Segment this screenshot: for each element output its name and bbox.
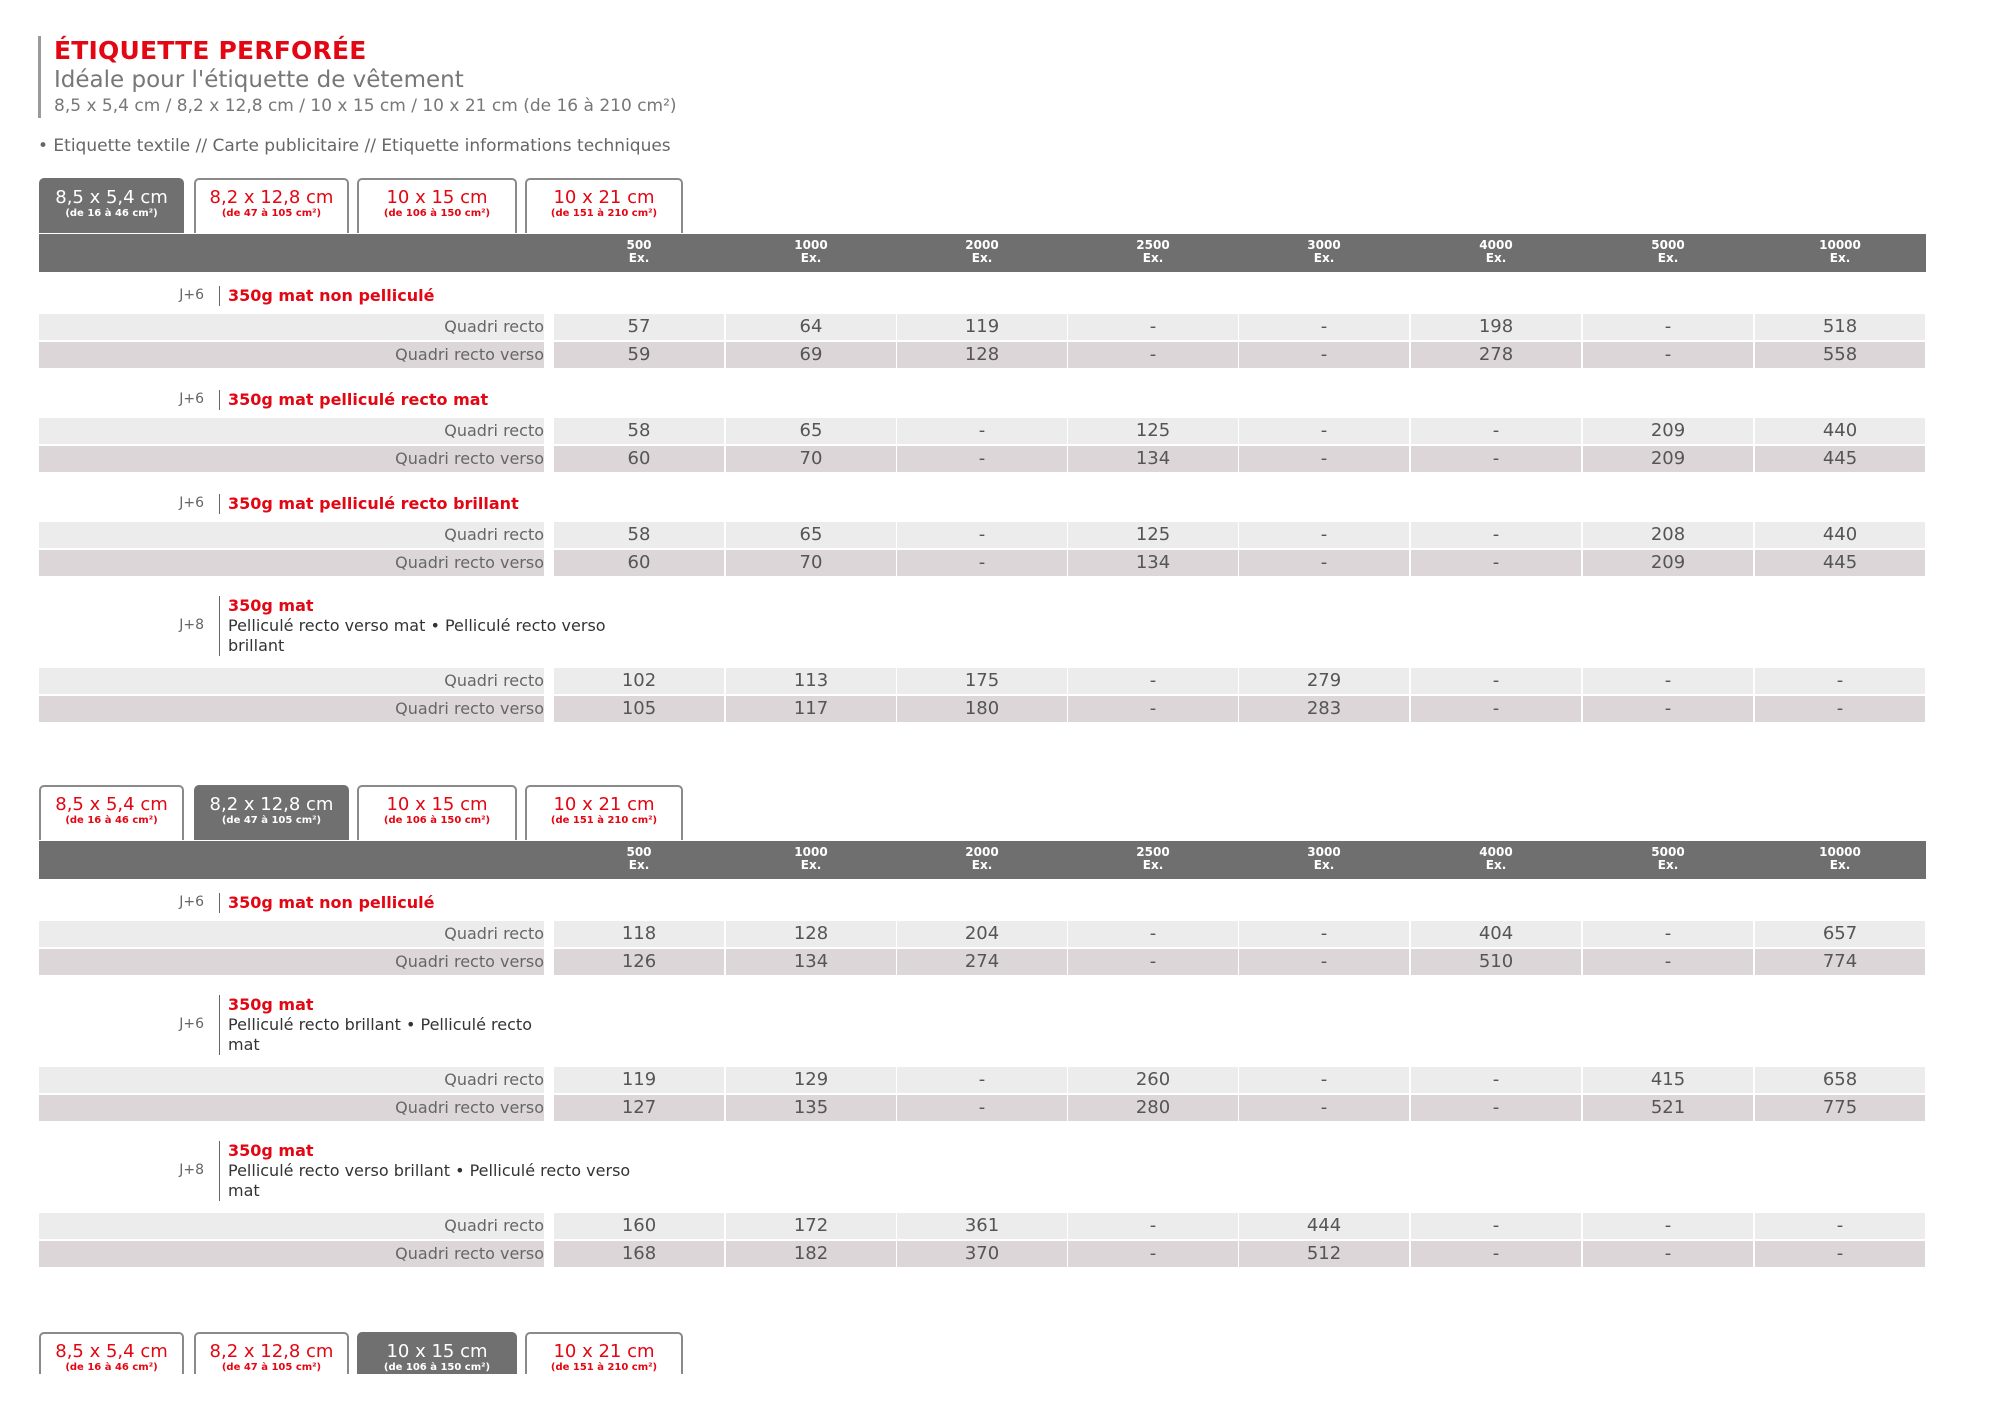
print-option-label: Quadri recto verso: [39, 1241, 544, 1267]
price-cell: 129: [726, 1067, 896, 1093]
table-row: [39, 696, 1926, 722]
quantity-unit: Ex.: [1485, 858, 1507, 872]
tab-sublabel: (de 16 à 46 cm²): [65, 208, 158, 219]
table-row: [39, 1095, 1926, 1121]
paper-option-finish: mat: [228, 1035, 260, 1054]
price-cell: -: [1239, 921, 1409, 947]
quantity-header: [39, 234, 1926, 272]
paper-option: [39, 480, 1926, 522]
table-row: [39, 446, 1926, 472]
price-cell: -: [1239, 418, 1409, 444]
price-cell: -: [1755, 696, 1925, 722]
table-row: [39, 522, 1926, 548]
quantity-heading: [897, 846, 1067, 872]
price-cell: -: [1239, 550, 1409, 576]
quantity-heading: [1068, 846, 1238, 872]
paper-option-title: 350g mat non pelliculé: [228, 286, 435, 305]
print-option-label: Quadri recto: [39, 921, 544, 947]
price-cell: 64: [726, 314, 896, 340]
price-cell: 117: [726, 696, 896, 722]
price-cell: 774: [1755, 949, 1925, 975]
quantity-value: 3000: [1307, 238, 1341, 252]
price-cell: 134: [1068, 550, 1238, 576]
quantity-value: 10000: [1819, 238, 1861, 252]
paper-option-label: [219, 596, 606, 656]
price-cell: -: [1583, 668, 1753, 694]
quantity-heading: [1411, 239, 1581, 265]
quantity-value: 500: [626, 238, 652, 252]
price-cell: -: [1583, 949, 1753, 975]
paper-option-title: 350g mat pelliculé recto brillant: [228, 494, 519, 513]
price-cell: 60: [554, 550, 724, 576]
tab-label: 8,2 x 12,8 cm: [209, 794, 334, 815]
quantity-unit: Ex.: [1657, 251, 1679, 265]
table-row: [39, 1241, 1926, 1267]
price-cell: 280: [1068, 1095, 1238, 1121]
price-cell: -: [1239, 949, 1409, 975]
price-cell: -: [897, 522, 1067, 548]
tab-size-2[interactable]: [194, 178, 349, 233]
price-cell: -: [1411, 550, 1581, 576]
quantity-header: [39, 841, 1926, 879]
print-option-label: Quadri recto verso: [39, 446, 544, 472]
quantity-unit: Ex.: [1142, 251, 1164, 265]
tab-sublabel: (de 151 à 210 cm²): [550, 815, 658, 826]
paper-option-label: [219, 1141, 630, 1201]
quantity-value: 4000: [1479, 845, 1513, 859]
paper-option: [39, 272, 1926, 314]
price-cell: 558: [1755, 342, 1925, 368]
price-cell: 65: [726, 418, 896, 444]
price-cell: 58: [554, 522, 724, 548]
price-cell: 445: [1755, 550, 1925, 576]
quantity-value: 5000: [1651, 845, 1685, 859]
price-cell: 182: [726, 1241, 896, 1267]
quantity-value: 3000: [1307, 845, 1341, 859]
price-cell: -: [1411, 1095, 1581, 1121]
size-tabs: [39, 1332, 1926, 1388]
price-section: [39, 178, 1926, 724]
table-row: [39, 550, 1926, 576]
price-cell: 175: [897, 668, 1067, 694]
price-cell: 370: [897, 1241, 1067, 1267]
price-cell: -: [1239, 1067, 1409, 1093]
price-cell: -: [897, 1095, 1067, 1121]
price-cell: 209: [1583, 418, 1753, 444]
tab-label: 8,5 x 5,4 cm: [55, 794, 168, 815]
price-cell: 127: [554, 1095, 724, 1121]
print-option-label: Quadri recto verso: [39, 1095, 544, 1121]
price-cell: -: [1068, 921, 1238, 947]
quantity-heading: [726, 239, 896, 265]
price-cell: -: [1411, 446, 1581, 472]
tab-sublabel: (de 151 à 210 cm²): [550, 1362, 658, 1373]
quantity-unit: Ex.: [971, 251, 993, 265]
tab-sublabel: (de 47 à 105 cm²): [221, 208, 322, 219]
delivery-delay: J+6: [179, 495, 204, 511]
size-range: 8,5 x 5,4 cm / 8,2 x 12,8 cm / 10 x 15 cm / 10 x 21 cm (de 16 à 210 cm²): [54, 96, 677, 116]
print-option-label: Quadri recto: [39, 1213, 544, 1239]
quantity-heading: [726, 846, 896, 872]
paper-option-title: 350g mat pelliculé recto mat: [228, 390, 489, 409]
price-cell: 59: [554, 342, 724, 368]
price-cell: 204: [897, 921, 1067, 947]
tab-size-3[interactable]: [357, 785, 517, 840]
tab-label: 10 x 15 cm: [386, 794, 488, 815]
paper-option-label: [219, 893, 434, 913]
price-cell: 172: [726, 1213, 896, 1239]
price-cell: 283: [1239, 696, 1409, 722]
price-cell: 60: [554, 446, 724, 472]
print-option-label: Quadri recto: [39, 668, 544, 694]
quantity-unit: Ex.: [1313, 858, 1335, 872]
quantity-heading: [1411, 846, 1581, 872]
price-cell: 657: [1755, 921, 1925, 947]
tab-sublabel: (de 47 à 105 cm²): [221, 815, 322, 826]
price-cell: 70: [726, 446, 896, 472]
price-cell: 510: [1411, 949, 1581, 975]
quantity-unit: Ex.: [1485, 251, 1507, 265]
tab-size-4[interactable]: [525, 1332, 683, 1374]
table-row: [39, 418, 1926, 444]
price-cell: 260: [1068, 1067, 1238, 1093]
table-row: [39, 1213, 1926, 1239]
paper-option-finish: mat: [228, 1181, 260, 1200]
tab-sublabel: (de 106 à 150 cm²): [383, 208, 491, 219]
tab-label: 10 x 21 cm: [553, 794, 655, 815]
quantity-value: 5000: [1651, 238, 1685, 252]
price-cell: 65: [726, 522, 896, 548]
quantity-unit: Ex.: [628, 251, 650, 265]
tab-label: 10 x 21 cm: [553, 1341, 655, 1362]
paper-option-label: [219, 995, 532, 1055]
page-subtitle: Idéale pour l'étiquette de vêtement: [54, 67, 464, 93]
price-cell: 445: [1755, 446, 1925, 472]
price-cell: -: [1411, 696, 1581, 722]
price-cell: -: [1068, 1241, 1238, 1267]
tab-size-1[interactable]: [39, 785, 184, 840]
table-row: [39, 314, 1926, 340]
quantity-heading: [554, 239, 724, 265]
quantity-value: 10000: [1819, 845, 1861, 859]
price-cell: 209: [1583, 446, 1753, 472]
table-row: [39, 342, 1926, 368]
price-cell: -: [1068, 696, 1238, 722]
price-cell: -: [1239, 342, 1409, 368]
price-section-partial: [39, 1332, 1926, 1388]
quantity-unit: Ex.: [1313, 251, 1335, 265]
tab-sublabel: (de 151 à 210 cm²): [550, 208, 658, 219]
price-cell: -: [897, 446, 1067, 472]
price-cell: 119: [897, 314, 1067, 340]
price-cell: 113: [726, 668, 896, 694]
quantity-value: 1000: [794, 845, 828, 859]
price-cell: 160: [554, 1213, 724, 1239]
quantity-unit: Ex.: [1829, 251, 1851, 265]
paper-option-finish: Pelliculé recto verso mat • Pelliculé recto verso: [228, 616, 606, 635]
price-cell: -: [1411, 668, 1581, 694]
price-cell: 70: [726, 550, 896, 576]
tab-sublabel: (de 106 à 150 cm²): [383, 815, 491, 826]
quantity-value: 2500: [1136, 238, 1170, 252]
price-cell: 125: [1068, 418, 1238, 444]
quantity-heading: [1583, 846, 1753, 872]
tab-size-1[interactable]: [39, 1332, 184, 1374]
price-cell: 512: [1239, 1241, 1409, 1267]
price-cell: -: [1239, 314, 1409, 340]
tab-size-3[interactable]: [357, 1332, 517, 1374]
quantity-heading: [1068, 239, 1238, 265]
price-cell: -: [1239, 446, 1409, 472]
tab-sublabel: (de 47 à 105 cm²): [221, 1362, 322, 1373]
print-option-label: Quadri recto: [39, 522, 544, 548]
quantity-value: 2000: [965, 845, 999, 859]
price-cell: 279: [1239, 668, 1409, 694]
price-cell: 198: [1411, 314, 1581, 340]
print-option-label: Quadri recto verso: [39, 696, 544, 722]
quantity-unit: Ex.: [800, 858, 822, 872]
price-cell: -: [1068, 314, 1238, 340]
paper-option: [39, 983, 1926, 1067]
tab-sublabel: (de 16 à 46 cm²): [65, 815, 158, 826]
paper-option-label: [219, 390, 488, 410]
price-cell: -: [1068, 1213, 1238, 1239]
quantity-value: 1000: [794, 238, 828, 252]
quantity-heading: [1239, 239, 1409, 265]
paper-option-label: [219, 494, 519, 514]
print-option-label: Quadri recto: [39, 418, 544, 444]
price-cell: -: [1411, 418, 1581, 444]
paper-option-title: 350g mat: [228, 1141, 314, 1160]
tab-label: 10 x 15 cm: [386, 1341, 488, 1362]
tab-label: 8,2 x 12,8 cm: [209, 1341, 334, 1362]
price-cell: -: [1583, 1241, 1753, 1267]
paper-option: [39, 879, 1926, 921]
price-cell: 209: [1583, 550, 1753, 576]
page-header: [38, 36, 677, 118]
price-cell: -: [1583, 1213, 1753, 1239]
price-cell: -: [1068, 668, 1238, 694]
print-option-label: Quadri recto verso: [39, 342, 544, 368]
quantity-heading: [1755, 239, 1925, 265]
price-cell: 415: [1583, 1067, 1753, 1093]
price-cell: -: [1583, 314, 1753, 340]
delivery-delay: J+6: [179, 1016, 204, 1032]
price-cell: 444: [1239, 1213, 1409, 1239]
page-title: ÉTIQUETTE PERFORÉE: [54, 36, 367, 65]
tab-label: 8,5 x 5,4 cm: [55, 187, 168, 208]
uses-list: • Etiquette textile // Carte publicitaire // Etiquette informations techniques: [38, 136, 671, 156]
price-cell: 128: [897, 342, 1067, 368]
paper-option: [39, 376, 1926, 418]
price-cell: 404: [1411, 921, 1581, 947]
print-option-label: Quadri recto: [39, 1067, 544, 1093]
price-cell: -: [897, 418, 1067, 444]
tab-label: 8,2 x 12,8 cm: [209, 187, 334, 208]
tab-size-1[interactable]: [39, 178, 184, 233]
price-cell: 126: [554, 949, 724, 975]
price-cell: 118: [554, 921, 724, 947]
price-cell: 58: [554, 418, 724, 444]
price-cell: 105: [554, 696, 724, 722]
price-cell: 125: [1068, 522, 1238, 548]
quantity-unit: Ex.: [971, 858, 993, 872]
price-cell: -: [1068, 342, 1238, 368]
price-cell: 518: [1755, 314, 1925, 340]
price-cell: 521: [1583, 1095, 1753, 1121]
price-cell: -: [1239, 1095, 1409, 1121]
size-tabs: [39, 785, 1926, 841]
quantity-unit: Ex.: [628, 858, 650, 872]
print-option-label: Quadri recto verso: [39, 550, 544, 576]
price-cell: -: [1583, 696, 1753, 722]
tab-size-4[interactable]: [525, 785, 683, 840]
quantity-heading: [1583, 239, 1753, 265]
price-cell: 361: [897, 1213, 1067, 1239]
price-cell: 102: [554, 668, 724, 694]
print-option-label: Quadri recto: [39, 314, 544, 340]
quantity-heading: [897, 239, 1067, 265]
delivery-delay: J+6: [179, 894, 204, 910]
price-cell: 128: [726, 921, 896, 947]
price-cell: 134: [1068, 446, 1238, 472]
table-row: [39, 949, 1926, 975]
quantity-unit: Ex.: [1829, 858, 1851, 872]
tab-label: 10 x 21 cm: [553, 187, 655, 208]
price-cell: -: [1583, 921, 1753, 947]
price-cell: 274: [897, 949, 1067, 975]
paper-option-finish: brillant: [228, 636, 285, 655]
price-cell: -: [1755, 1213, 1925, 1239]
price-cell: 119: [554, 1067, 724, 1093]
quantity-heading: [554, 846, 724, 872]
paper-option-title: 350g mat: [228, 995, 314, 1014]
price-cell: -: [1411, 1241, 1581, 1267]
paper-option-label: [219, 286, 434, 306]
price-cell: 134: [726, 949, 896, 975]
price-cell: -: [1411, 1213, 1581, 1239]
price-cell: 658: [1755, 1067, 1925, 1093]
print-option-label: Quadri recto verso: [39, 949, 544, 975]
tab-size-4[interactable]: [525, 178, 683, 233]
quantity-value: 2500: [1136, 845, 1170, 859]
quantity-value: 4000: [1479, 238, 1513, 252]
tab-label: 8,5 x 5,4 cm: [55, 1341, 168, 1362]
tab-sublabel: (de 106 à 150 cm²): [383, 1362, 491, 1373]
price-section: [39, 785, 1926, 1269]
price-cell: -: [1583, 342, 1753, 368]
price-cell: -: [1755, 668, 1925, 694]
size-tabs: [39, 178, 1926, 234]
price-cell: -: [1755, 1241, 1925, 1267]
price-cell: -: [897, 550, 1067, 576]
quantity-heading: [1755, 846, 1925, 872]
price-cell: 135: [726, 1095, 896, 1121]
tab-sublabel: (de 16 à 46 cm²): [65, 1362, 158, 1373]
price-cell: 168: [554, 1241, 724, 1267]
quantity-unit: Ex.: [1657, 858, 1679, 872]
price-cell: 440: [1755, 522, 1925, 548]
quantity-unit: Ex.: [800, 251, 822, 265]
price-cell: -: [897, 1067, 1067, 1093]
table-row: [39, 921, 1926, 947]
quantity-unit: Ex.: [1142, 858, 1164, 872]
price-cell: 57: [554, 314, 724, 340]
paper-option-finish: Pelliculé recto brillant • Pelliculé recto: [228, 1015, 532, 1034]
paper-option-title: 350g mat: [228, 596, 314, 615]
price-cell: -: [1411, 1067, 1581, 1093]
price-cell: 775: [1755, 1095, 1925, 1121]
price-cell: 180: [897, 696, 1067, 722]
quantity-value: 500: [626, 845, 652, 859]
price-cell: 69: [726, 342, 896, 368]
quantity-heading: [1239, 846, 1409, 872]
price-cell: -: [1411, 522, 1581, 548]
tab-size-3[interactable]: [357, 178, 517, 233]
table-row: [39, 1067, 1926, 1093]
paper-option-title: 350g mat non pelliculé: [228, 893, 435, 912]
price-cell: 278: [1411, 342, 1581, 368]
tab-size-2[interactable]: [194, 1332, 349, 1374]
delivery-delay: J+6: [179, 287, 204, 303]
paper-option: [39, 1129, 1926, 1213]
paper-option: [39, 584, 1926, 668]
delivery-delay: J+6: [179, 391, 204, 407]
price-cell: -: [1239, 522, 1409, 548]
price-cell: 208: [1583, 522, 1753, 548]
paper-option-finish: Pelliculé recto verso brillant • Pelliculé recto verso: [228, 1161, 631, 1180]
price-cell: 440: [1755, 418, 1925, 444]
delivery-delay: J+8: [179, 1162, 204, 1178]
table-row: [39, 668, 1926, 694]
delivery-delay: J+8: [179, 617, 204, 633]
tab-size-2[interactable]: [194, 785, 349, 840]
quantity-value: 2000: [965, 238, 999, 252]
price-cell: -: [1068, 949, 1238, 975]
tab-label: 10 x 15 cm: [386, 187, 488, 208]
